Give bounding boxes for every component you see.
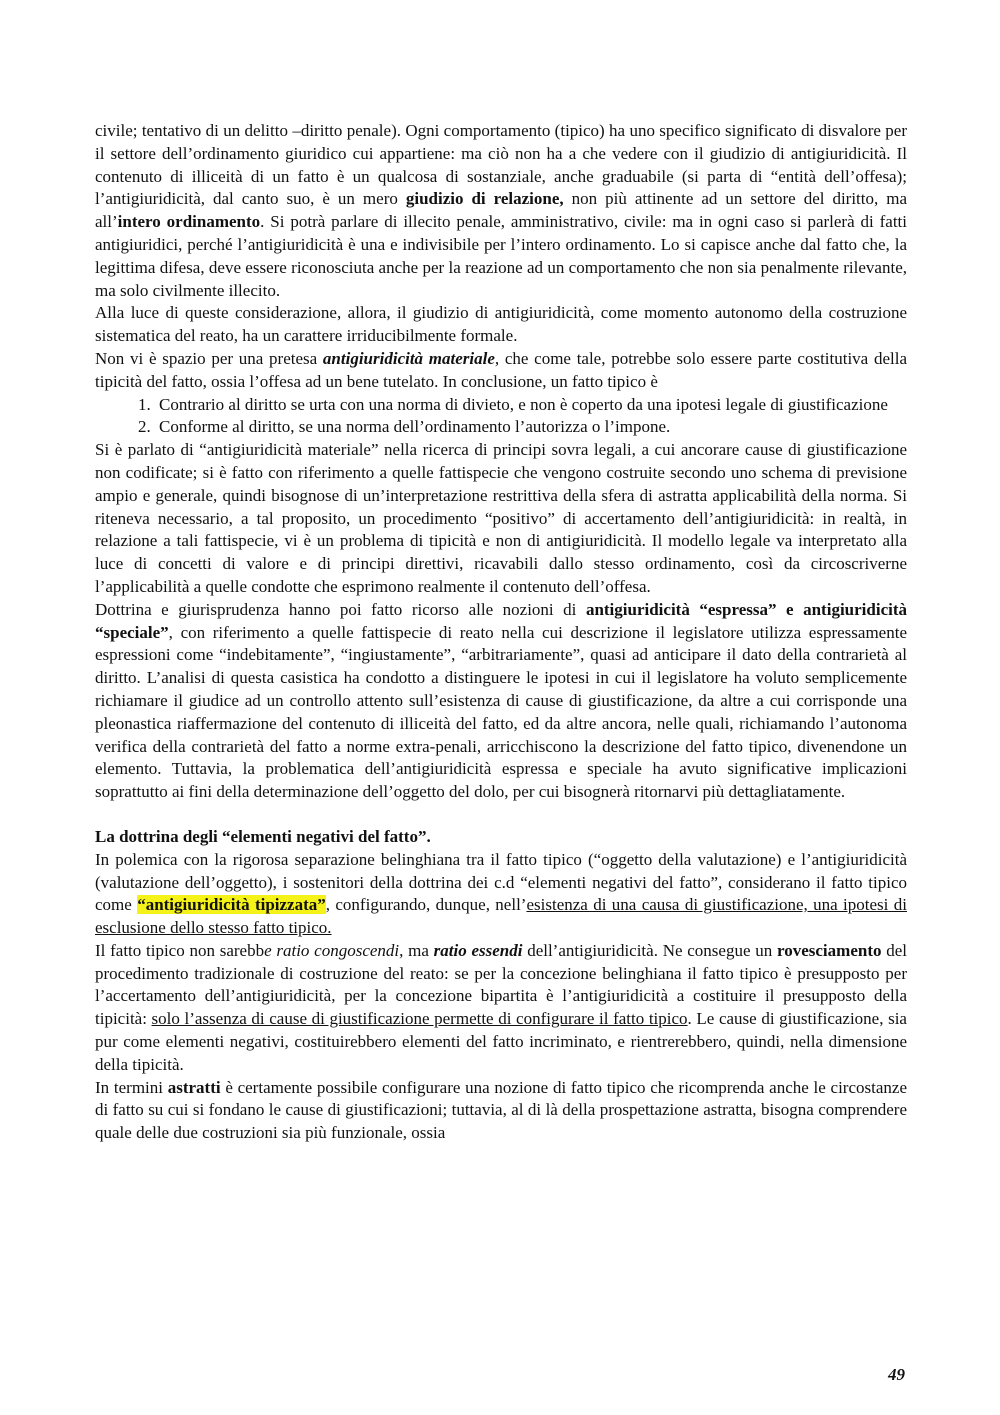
bold-term: giudizio di relazione,: [405, 189, 564, 209]
paragraph-termini-astratti: In termini astratti è certamente possibile configurare una nozione di fatto tipico che ricomprenda anche le circostanze di fatto su cui si fondano le cause di giustificazioni; tuttavia, al di là della prospettazione astratta, bisogna comprendere quale delle due costruzioni sia più funzionale, ossia: [95, 1077, 907, 1143]
numbered-list: [95, 394, 907, 440]
page-number: 49: [888, 1365, 905, 1384]
bold-term: rovesciamento: [776, 940, 882, 960]
bold-term: intero ordinamento: [117, 212, 261, 232]
underlined-text: solo l’assenza di cause di giustificazione permette di configurare il fatto tipico: [151, 1009, 688, 1029]
paragraph-antigiuridicita-relazione: civile; tentativo di un delitto –diritto penale). Ogni comportamento (tipico) ha uno specifico significato di disvalore per il settore dell’ordinamento giuridico cui appartiene: ma ciò non ha a che vedere con il giudizio di antigiuridicità. Il contenuto di illiceità di un fatto è un qualcosa di sostanziale, anche graduabile (si parta di “entità dell’offesa); l’antigiuridicità, dal canto suo, è un mero giudizio di relazione, non più attinente ad un settore del diritto, ma all’intero ordinamento. Si potrà parlare di illecito penale, amministrativo, civile: ma in ogni caso si parlerà di fatti antigiuridici, perché l’antigiuridicità è una e indivisibile per l’intero ordinamento. Lo si capisce anche dal fatto che, la legittima difesa, deve essere riconosciuta anche per la reazione ad un comportamento che non sia penalmente rilevante, ma solo civilmente illecito.: [95, 121, 908, 300]
paragraph-principi-sovra-legali: Si è parlato di “antigiuridicità materiale” nella ricerca di principi sovra legali, a cui ancorare cause di giustificazione non codificate; si è fatto con riferimento a quelle fattispecie che vengono costruite secondo uno schema di previsione ampio e generale, quindi bisognose di un’interpretazione restrittiva della sfera di astratta applicabilità della norma. Si riteneva necessario, a tal proposito, un procedimento “positivo” di accertamento dell’antigiuridicità: in realtà, in relazione a tali fattispecie, vi è un problema di tipicità e non di antigiuridicità. Il modello legale va interpretato alla luce di concetti di valore e di principi direttivi, ricavabili dallo stesso ordinamento, così da circoscriverne l’applicabilità a quelle condotte che esprimono realmente il contenuto dell’offesa.: [95, 440, 907, 596]
section-heading: La dottrina degli “elementi negativi del fatto”.: [95, 826, 431, 846]
bold-term: astratti: [167, 1077, 221, 1097]
highlighted-term: “antigiuridicità tipizzata”: [137, 895, 326, 915]
document-page: [95, 120, 907, 1145]
italic-term: e ratio congoscendi: [264, 940, 400, 960]
bold-term: antigiuridicità “espressa” e antigiuridicità “speciale”: [95, 599, 907, 642]
underlined-text: esistenza di una causa di giustificazione, una ipotesi di esclusione dello stesso fatto tipico.: [95, 895, 907, 938]
paragraph-ratio-essendi: Il fatto tipico non sarebbe ratio congoscendi, ma ratio essendi dell’antigiuridicità. Ne consegue un rovesciamento del procedimento tradizionale di costruzione del reato: se per la concezione belinghiana il fatto tipico è presupposto per l’accertamento dell’antigiuridicità, per la concezione bipartita è l’antigiuridicità a costituire il presupposto della tipicità: solo l’assenza di cause di giustificazione permette di configurare il fatto tipico. Le cause di giustificazione, sia pur come elementi negativi, costituirebbero elementi del fatto incriminato, e rientrerebbero, quindi, nella dimensione della tipicità.: [95, 940, 907, 1074]
paragraph-antigiuridicita-materiale: Non vi è spazio per una pretesa antigiuridicità materiale, che come tale, potrebbe solo essere parte costitutiva della tipicità del fatto, ossia l’offesa ad un bene tutelato. In conclusione, un fatto tipico è: [95, 348, 907, 391]
paragraph-carattere-formale: Alla luce di queste considerazione, allora, il giudizio di antigiuridicità, come momento autonomo della costruzione sistematica del reato, ha un carattere irriducibilmente formale.: [95, 303, 907, 346]
section-spacer: [95, 804, 907, 826]
paragraph-antigiuridicita-espressa: Dottrina e giurisprudenza hanno poi fatto ricorso alle nozioni di antigiuridicità “espressa” e antigiuridicità “speciale”, con riferimento a quelle fattispecie di reato nella cui descrizione il legislatore utilizza espressamente espressioni come “indebitamente”, “ingiustamente”, “arbitrariamente”, quasi ad anticipare il dato della contrarietà al diritto. L’analisi di questa casistica ha condotto a distinguere le ipotesi in cui il legislatore ha voluto semplicemente richiamare il giudice ad un controllo attento sull’esistenza di cause di giustificazione, da altre a cui corrisponde una pleonastica riaffermazione del contenuto di illiceità del fatto, ed da altre ancora, nelle quali, richiamando l’autonoma verifica della contrarietà del fatto a norme extra-penali, arricchiscono la descrizione del fatto tipico, divenendone un elemento. Tuttavia, la problematica dell’antigiuridicità espressa e speciale ha avuto significative implicazioni soprattutto ai fini della determinazione dell’oggetto del dolo, per cui bisognerà ritornarvi più dettagliatamente.: [95, 599, 907, 802]
bold-italic-term: antigiuridicità materiale: [322, 348, 495, 368]
paragraph-elementi-negativi: In polemica con la rigorosa separazione belinghiana tra il fatto tipico (“oggetto della valutazione) e l’antigiuridicità (valutazione dell’oggetto), i sostenitori della dottrina dei c.d “elementi negativi del fatto”, considerano il fatto tipico come “antigiuridicità tipizzata”, configurando, dunque, nell’esistenza di una causa di giustificazione, una ipotesi di esclusione dello stesso fatto tipico.: [95, 849, 907, 938]
bold-italic-term: ratio essendi: [433, 940, 523, 960]
list-item: 1. Contrario al diritto se urta con una norma di divieto, e non è coperto da una ipotesi legale di giustificazione: [155, 394, 907, 417]
list-item: 2. Conforme al diritto, se una norma dell’ordinamento l’autorizza o l’impone.: [155, 416, 907, 439]
